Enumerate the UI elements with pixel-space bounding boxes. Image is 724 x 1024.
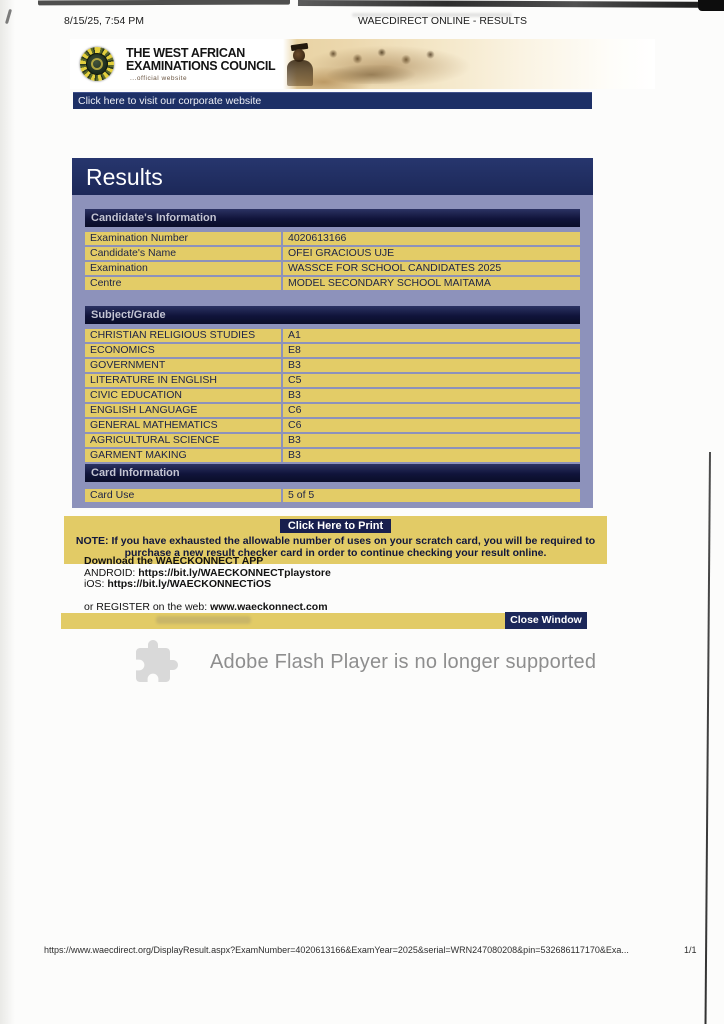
- waeckonnect-block: [84, 556, 331, 613]
- card-info-header: Card Information: [85, 464, 580, 482]
- banner-photo: [283, 39, 655, 89]
- row-label: Candidate's Name: [85, 247, 281, 260]
- table-row: [85, 232, 580, 245]
- row-label: Card Use: [85, 489, 281, 502]
- row-label: Examination: [85, 262, 281, 275]
- table-row: [85, 374, 580, 387]
- graduate-silhouette: [287, 60, 313, 86]
- waeckonnect-heading: Download the WAECKONNECT APP: [84, 555, 264, 567]
- scan-artifact-top-strip: [38, 0, 290, 5]
- waec-logo-icon: [80, 47, 114, 81]
- close-window-bar: [61, 612, 587, 629]
- row-value: WASSCE FOR SCHOOL CANDIDATES 2025: [283, 262, 580, 275]
- print-footer-page-indicator: 1/1: [684, 945, 697, 955]
- table-row: [85, 389, 580, 402]
- subject-name: ENGLISH LANGUAGE: [85, 404, 281, 417]
- scan-artifact-bleedthrough: [156, 616, 251, 624]
- subject-name: LITERATURE IN ENGLISH: [85, 374, 281, 387]
- row-value: MODEL SECONDARY SCHOOL MAITAMA: [283, 277, 580, 290]
- subject-grade-header: Subject/Grade: [85, 306, 580, 324]
- row-label: Centre: [85, 277, 281, 290]
- scan-artifact-right-line: [705, 452, 711, 1024]
- subject-grade-section: [85, 306, 580, 462]
- subject-grade: B3: [283, 449, 580, 462]
- close-bar-fill: [61, 613, 505, 629]
- flash-notice-text: Adobe Flash Player is no longer supported: [210, 650, 597, 673]
- scan-artifact-top-corner: [698, 0, 724, 11]
- print-footer-url: https://www.waecdirect.org/DisplayResult.aspx?ExamNumber=4020613166&ExamYear=2025&serial=WRN247080208&pin=532686117170&Exa...: [44, 945, 629, 955]
- org-name-line1: THE WEST AFRICAN: [126, 46, 246, 60]
- subject-name: CIVIC EDUCATION: [85, 389, 281, 402]
- table-row: [85, 329, 580, 342]
- scan-shading: [0, 0, 15, 1024]
- card-info-section: [85, 464, 580, 502]
- subject-grade: B3: [283, 434, 580, 447]
- subject-name: GOVERNMENT: [85, 359, 281, 372]
- subject-name: CHRISTIAN RELIGIOUS STUDIES: [85, 329, 281, 342]
- org-name-line2: EXAMINATIONS COUNCIL: [126, 59, 276, 73]
- subject-name: AGRICULTURAL SCIENCE: [85, 434, 281, 447]
- table-row: [85, 262, 580, 275]
- row-value: 4020613166: [283, 232, 580, 245]
- table-row: [85, 434, 580, 447]
- ios-line: [84, 579, 331, 591]
- subject-grade: E8: [283, 344, 580, 357]
- table-row: [85, 277, 580, 290]
- android-label: ANDROID:: [84, 566, 139, 579]
- results-title: Results: [72, 158, 593, 195]
- subject-grade: B3: [283, 389, 580, 402]
- table-row: [85, 489, 580, 502]
- register-link[interactable]: www.waeckonnect.com: [210, 600, 328, 613]
- crowd-silhouette: [317, 42, 452, 84]
- row-label: Examination Number: [85, 232, 281, 245]
- candidate-info-section: [85, 209, 580, 290]
- subject-grade: C5: [283, 374, 580, 387]
- table-row: [85, 449, 580, 462]
- corporate-website-link[interactable]: Click here to visit our corporate website: [73, 92, 592, 109]
- table-row: [85, 247, 580, 260]
- table-row: [85, 404, 580, 417]
- close-window-button[interactable]: Close Window: [505, 612, 587, 629]
- subject-name: GENERAL MATHEMATICS: [85, 419, 281, 432]
- scan-artifact-top-strip: [298, 0, 724, 8]
- table-row: [85, 359, 580, 372]
- row-value: OFEI GRACIOUS UJE: [283, 247, 580, 260]
- results-panel: [72, 158, 593, 508]
- puzzle-piece-icon: [132, 638, 180, 686]
- subject-grade: B3: [283, 359, 580, 372]
- subject-grade: C6: [283, 404, 580, 417]
- print-page-title: WAECDIRECT ONLINE - RESULTS: [358, 15, 527, 27]
- flash-notice: [132, 638, 596, 686]
- subject-name: GARMENT MAKING: [85, 449, 281, 462]
- waec-banner: [70, 39, 655, 89]
- android-link[interactable]: https://bit.ly/WAECKONNECTplaystore: [138, 566, 331, 579]
- org-tagline: ...official website: [130, 75, 188, 82]
- row-value: 5 of 5: [283, 489, 580, 502]
- ios-link[interactable]: https://bit.ly/WAECKONNECTiOS: [107, 578, 272, 591]
- subject-grade: C6: [283, 419, 580, 432]
- register-label: or REGISTER on the web:: [84, 600, 211, 613]
- waec-logo-icon: [86, 53, 108, 75]
- note-text: purchase a new result checker card in order to continue checking your result online.: [124, 546, 547, 559]
- subject-grade: A1: [283, 329, 580, 342]
- results-frame: [72, 195, 593, 508]
- print-timestamp: 8/15/25, 7:54 PM: [64, 15, 144, 27]
- print-button[interactable]: Click Here to Print: [280, 519, 391, 533]
- table-row: [85, 344, 580, 357]
- org-name: [126, 47, 275, 73]
- subject-name: ECONOMICS: [85, 344, 281, 357]
- candidate-info-header: Candidate's Information: [85, 209, 580, 227]
- note-text: NOTE: If you have exhausted the allowable number of uses on your scratch card, you will be required to: [75, 535, 596, 547]
- table-row: [85, 419, 580, 432]
- ios-label: iOS:: [84, 578, 108, 591]
